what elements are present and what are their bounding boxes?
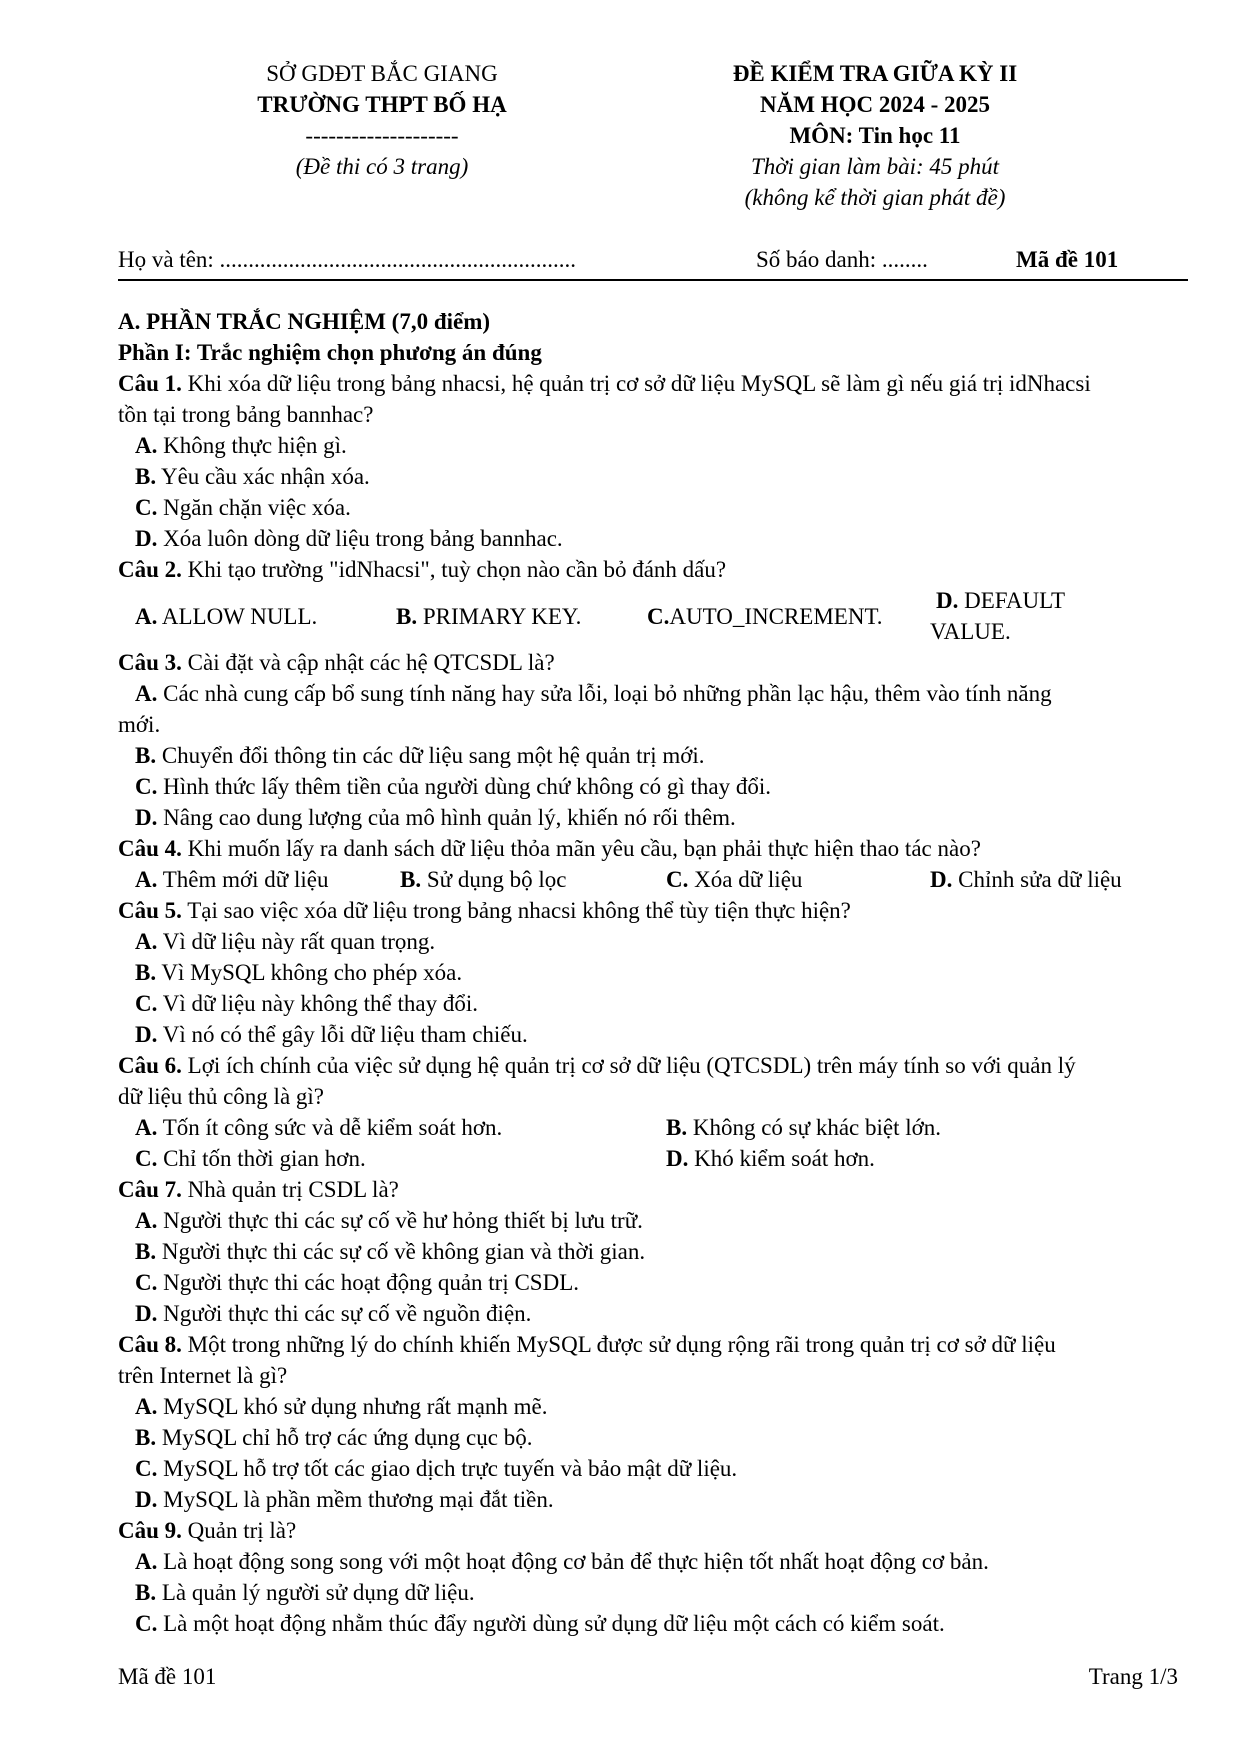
option-2c[interactable] bbox=[647, 601, 883, 632]
header-right bbox=[625, 58, 1125, 213]
option-4d[interactable] bbox=[930, 864, 1122, 895]
option-4a[interactable] bbox=[135, 864, 329, 895]
question-text: Lợi ích chính của việc sử dụng hệ quản trị cơ sở dữ liệu (QTCSDL) trên máy tính so với quản lý bbox=[181, 1053, 1076, 1078]
option-1b[interactable] bbox=[118, 461, 1180, 492]
exam-title: ĐỀ KIỂM TRA GIỮA KỲ II bbox=[732, 61, 1018, 86]
question-5 bbox=[118, 895, 1180, 926]
option-7d[interactable] bbox=[118, 1298, 1180, 1329]
option-3a[interactable] bbox=[118, 678, 1180, 709]
option-text: Không có sự khác biệt lớn. bbox=[687, 1115, 942, 1140]
option-key: C. bbox=[135, 1611, 158, 1636]
option-text: Là quản lý người sử dụng dữ liệu. bbox=[156, 1580, 475, 1605]
option-key: C. bbox=[647, 604, 670, 629]
option-2d[interactable] bbox=[930, 585, 1065, 616]
question-2 bbox=[118, 554, 1180, 585]
option-9b[interactable] bbox=[118, 1577, 1180, 1608]
option-text: MySQL chỉ hỗ trợ các ứng dụng cục bộ. bbox=[156, 1425, 533, 1450]
option-key: A. bbox=[135, 1208, 158, 1233]
option-text: Người thực thi các hoạt động quản trị CSDL. bbox=[157, 1270, 580, 1295]
option-8a[interactable] bbox=[118, 1391, 1180, 1422]
header-left bbox=[182, 58, 582, 182]
footer-page-number: Trang 1/3 bbox=[1088, 1664, 1178, 1689]
question-text: Một trong những lý do chính khiến MySQL được sử dụng rộng rãi trong quản trị cơ sở dữ liệu bbox=[181, 1332, 1056, 1357]
option-text: Vì dữ liệu này rất quan trọng. bbox=[157, 929, 436, 954]
option-text: Chỉ tốn thời gian hơn. bbox=[157, 1146, 366, 1171]
option-9a[interactable] bbox=[118, 1546, 1180, 1577]
question-text: Tại sao việc xóa dữ liệu trong bảng nhacsi không thể tùy tiện thực hiện? bbox=[181, 898, 851, 923]
option-key: D. bbox=[135, 1487, 158, 1512]
question-label: Câu 1. bbox=[118, 371, 182, 396]
question-label: Câu 5. bbox=[118, 898, 182, 923]
option-key: A. bbox=[135, 433, 158, 458]
candidate-info-row bbox=[118, 243, 1188, 281]
option-8c[interactable] bbox=[118, 1453, 1180, 1484]
question-label: Câu 8. bbox=[118, 1332, 182, 1357]
option-text: Là hoạt động song song với một hoạt động cơ bản để thực hiện tốt nhất hoạt động cơ bản. bbox=[157, 1549, 989, 1574]
option-key: D. bbox=[135, 526, 158, 551]
option-key: B. bbox=[135, 464, 157, 489]
option-3a-cont: mới. bbox=[118, 712, 161, 737]
option-key: B. bbox=[135, 960, 157, 985]
option-key: B. bbox=[666, 1115, 688, 1140]
option-6a[interactable] bbox=[135, 1112, 502, 1143]
option-key: A. bbox=[135, 1549, 158, 1574]
option-text: Thêm mới dữ liệu bbox=[157, 867, 329, 892]
option-2a[interactable] bbox=[135, 601, 317, 632]
option-key: B. bbox=[135, 1239, 157, 1264]
option-key: A. bbox=[135, 681, 158, 706]
candidate-number-field[interactable]: Số báo danh: ........ bbox=[756, 247, 928, 272]
option-text: ALLOW NULL. bbox=[157, 604, 318, 629]
option-text: Chuyển đổi thông tin các dữ liệu sang một hệ quản trị mới. bbox=[156, 743, 705, 768]
option-key: B. bbox=[135, 743, 157, 768]
question-9 bbox=[118, 1515, 1180, 1546]
question-8-cont: trên Internet là gì? bbox=[118, 1363, 288, 1388]
option-key: D. bbox=[135, 1022, 158, 1047]
pages-note: (Đề thi có 3 trang) bbox=[295, 154, 469, 179]
question-text: Khi muốn lấy ra danh sách dữ liệu thỏa mãn yêu cầu, bạn phải thực hiện thao tác nào? bbox=[181, 836, 981, 861]
option-text: Người thực thi các sự cố về nguồn điện. bbox=[157, 1301, 532, 1326]
question-label: Câu 4. bbox=[118, 836, 182, 861]
subject: MÔN: Tin học 11 bbox=[789, 123, 961, 148]
header-divider: -------------------- bbox=[305, 123, 459, 148]
duration: Thời gian làm bài: 45 phút bbox=[750, 154, 1000, 179]
option-text: Yêu cầu xác nhận xóa. bbox=[156, 464, 370, 489]
question-label: Câu 3. bbox=[118, 650, 182, 675]
option-text: Tốn ít công sức và dễ kiểm soát hơn. bbox=[157, 1115, 503, 1140]
option-text: Chỉnh sửa dữ liệu bbox=[952, 867, 1122, 892]
option-text: PRIMARY KEY. bbox=[417, 604, 582, 629]
question-2-options bbox=[118, 585, 1180, 647]
name-field[interactable]: Họ và tên: .............................................................. bbox=[118, 247, 577, 272]
option-4c[interactable] bbox=[666, 864, 802, 895]
section-title: A. PHẦN TRẮC NGHIỆM (7,0 điểm) bbox=[118, 309, 491, 334]
question-3 bbox=[118, 647, 1180, 678]
department-name: SỞ GDĐT BẮC GIANG bbox=[266, 61, 498, 86]
option-key: B. bbox=[400, 867, 422, 892]
option-key: D. bbox=[930, 867, 953, 892]
option-2d-cont: VALUE. bbox=[930, 619, 1011, 644]
question-4 bbox=[118, 833, 1180, 864]
option-text: Người thực thi các sự cố về không gian và thời gian. bbox=[156, 1239, 646, 1264]
question-6-options-row2 bbox=[118, 1143, 1180, 1174]
question-6 bbox=[118, 1050, 1180, 1081]
question-label: Câu 2. bbox=[118, 557, 182, 582]
option-1d[interactable] bbox=[118, 523, 1180, 554]
option-5a[interactable] bbox=[118, 926, 1180, 957]
option-key: C. bbox=[135, 991, 158, 1016]
question-text: Quản trị là? bbox=[181, 1518, 297, 1543]
option-key: A. bbox=[135, 929, 158, 954]
option-text: Sử dụng bộ lọc bbox=[421, 867, 567, 892]
option-text: Xóa luôn dòng dữ liệu trong bảng bannhac. bbox=[157, 526, 563, 551]
option-text: Không thực hiện gì. bbox=[157, 433, 347, 458]
question-label: Câu 7. bbox=[118, 1177, 182, 1202]
school-name: TRƯỜNG THPT BỐ HẠ bbox=[257, 92, 507, 117]
question-text: Nhà quản trị CSDL là? bbox=[181, 1177, 399, 1202]
option-text: Vì MySQL không cho phép xóa. bbox=[156, 960, 463, 985]
question-6-options-row1 bbox=[118, 1112, 1180, 1143]
question-1-cont: tồn tại trong bảng bannhac? bbox=[118, 402, 374, 427]
option-key: D. bbox=[666, 1146, 689, 1171]
option-key: D. bbox=[135, 1301, 158, 1326]
option-text: Người thực thi các sự cố về hư hỏng thiết bị lưu trữ. bbox=[157, 1208, 643, 1233]
question-text: Khi xóa dữ liệu trong bảng nhacsi, hệ quản trị cơ sở dữ liệu MySQL sẽ làm gì nếu giá trị idNhacsi bbox=[181, 371, 1091, 396]
option-7b[interactable] bbox=[118, 1236, 1180, 1267]
option-text: Các nhà cung cấp bổ sung tính năng hay sửa lỗi, loại bỏ những phần lạc hậu, thêm vào tính năng bbox=[157, 681, 1052, 706]
option-7a[interactable] bbox=[118, 1205, 1180, 1236]
option-text: MySQL là phần mềm thương mại đắt tiền. bbox=[157, 1487, 554, 1512]
option-text: Khó kiểm soát hơn. bbox=[688, 1146, 875, 1171]
part-title: Phần I: Trắc nghiệm chọn phương án đúng bbox=[118, 340, 542, 365]
option-8b[interactable] bbox=[118, 1422, 1180, 1453]
option-key: C. bbox=[135, 1146, 158, 1171]
exam-code: Mã đề 101 bbox=[1016, 247, 1119, 272]
option-text: AUTO_INCREMENT. bbox=[669, 604, 883, 629]
option-text: Ngăn chặn việc xóa. bbox=[157, 495, 351, 520]
option-3b[interactable] bbox=[118, 740, 1180, 771]
question-1 bbox=[118, 368, 1180, 399]
option-text: Vì dữ liệu này không thể thay đổi. bbox=[157, 991, 478, 1016]
option-6b[interactable] bbox=[666, 1112, 941, 1143]
footer-exam-code: Mã đề 101 bbox=[118, 1664, 217, 1689]
question-text: Khi tạo trường "idNhacsi", tuỳ chọn nào cần bỏ đánh dấu? bbox=[181, 557, 727, 582]
option-text: Vì nó có thể gây lỗi dữ liệu tham chiếu. bbox=[157, 1022, 528, 1047]
option-6d[interactable] bbox=[666, 1143, 875, 1174]
option-9c[interactable] bbox=[118, 1608, 1180, 1639]
option-key: D. bbox=[135, 805, 158, 830]
option-key: A. bbox=[135, 867, 158, 892]
option-key: C. bbox=[135, 774, 158, 799]
option-8d[interactable] bbox=[118, 1484, 1180, 1515]
option-5d[interactable] bbox=[118, 1019, 1180, 1050]
option-3d[interactable] bbox=[118, 802, 1180, 833]
question-7 bbox=[118, 1174, 1180, 1205]
option-5b[interactable] bbox=[118, 957, 1180, 988]
question-label: Câu 9. bbox=[118, 1518, 182, 1543]
option-key: A. bbox=[135, 1115, 158, 1140]
duration-note: (không kể thời gian phát đề) bbox=[744, 185, 1006, 210]
option-text: Là một hoạt động nhằm thúc đẩy người dùng sử dụng dữ liệu một cách có kiểm soát. bbox=[157, 1611, 945, 1636]
option-key: A. bbox=[135, 604, 158, 629]
option-3c[interactable] bbox=[118, 771, 1180, 802]
option-7c[interactable] bbox=[118, 1267, 1180, 1298]
option-1a[interactable] bbox=[118, 430, 1180, 461]
option-1c[interactable] bbox=[118, 492, 1180, 523]
option-text: MySQL hỗ trợ tốt các giao dịch trực tuyến và bảo mật dữ liệu. bbox=[157, 1456, 738, 1481]
question-text: Cài đặt và cập nhật các hệ QTCSDL là? bbox=[181, 650, 555, 675]
option-key: C. bbox=[135, 495, 158, 520]
option-key: C. bbox=[666, 867, 689, 892]
option-text: Hình thức lấy thêm tiền của người dùng chứ không có gì thay đổi. bbox=[157, 774, 771, 799]
option-key: B. bbox=[135, 1425, 157, 1450]
option-key: B. bbox=[135, 1580, 157, 1605]
option-key: A. bbox=[135, 1394, 158, 1419]
option-key: C. bbox=[135, 1270, 158, 1295]
exam-body bbox=[118, 306, 1180, 1639]
option-text: Nâng cao dung lượng của mô hình quản lý, khiến nó rối thêm. bbox=[157, 805, 736, 830]
option-2b[interactable] bbox=[396, 601, 581, 632]
option-6c[interactable] bbox=[135, 1143, 366, 1174]
question-label: Câu 6. bbox=[118, 1053, 182, 1078]
option-4b[interactable] bbox=[400, 864, 566, 895]
school-year: NĂM HỌC 2024 - 2025 bbox=[760, 92, 990, 117]
option-key: B. bbox=[396, 604, 418, 629]
option-key: C. bbox=[135, 1456, 158, 1481]
question-6-cont: dữ liệu thủ công là gì? bbox=[118, 1084, 325, 1109]
option-text: DEFAULT bbox=[958, 588, 1066, 613]
option-text: MySQL khó sử dụng nhưng rất mạnh mẽ. bbox=[157, 1394, 548, 1419]
question-4-options bbox=[118, 864, 1180, 895]
option-text: Xóa dữ liệu bbox=[688, 867, 803, 892]
question-8 bbox=[118, 1329, 1180, 1360]
option-5c[interactable] bbox=[118, 988, 1180, 1019]
option-key: D. bbox=[936, 588, 959, 613]
